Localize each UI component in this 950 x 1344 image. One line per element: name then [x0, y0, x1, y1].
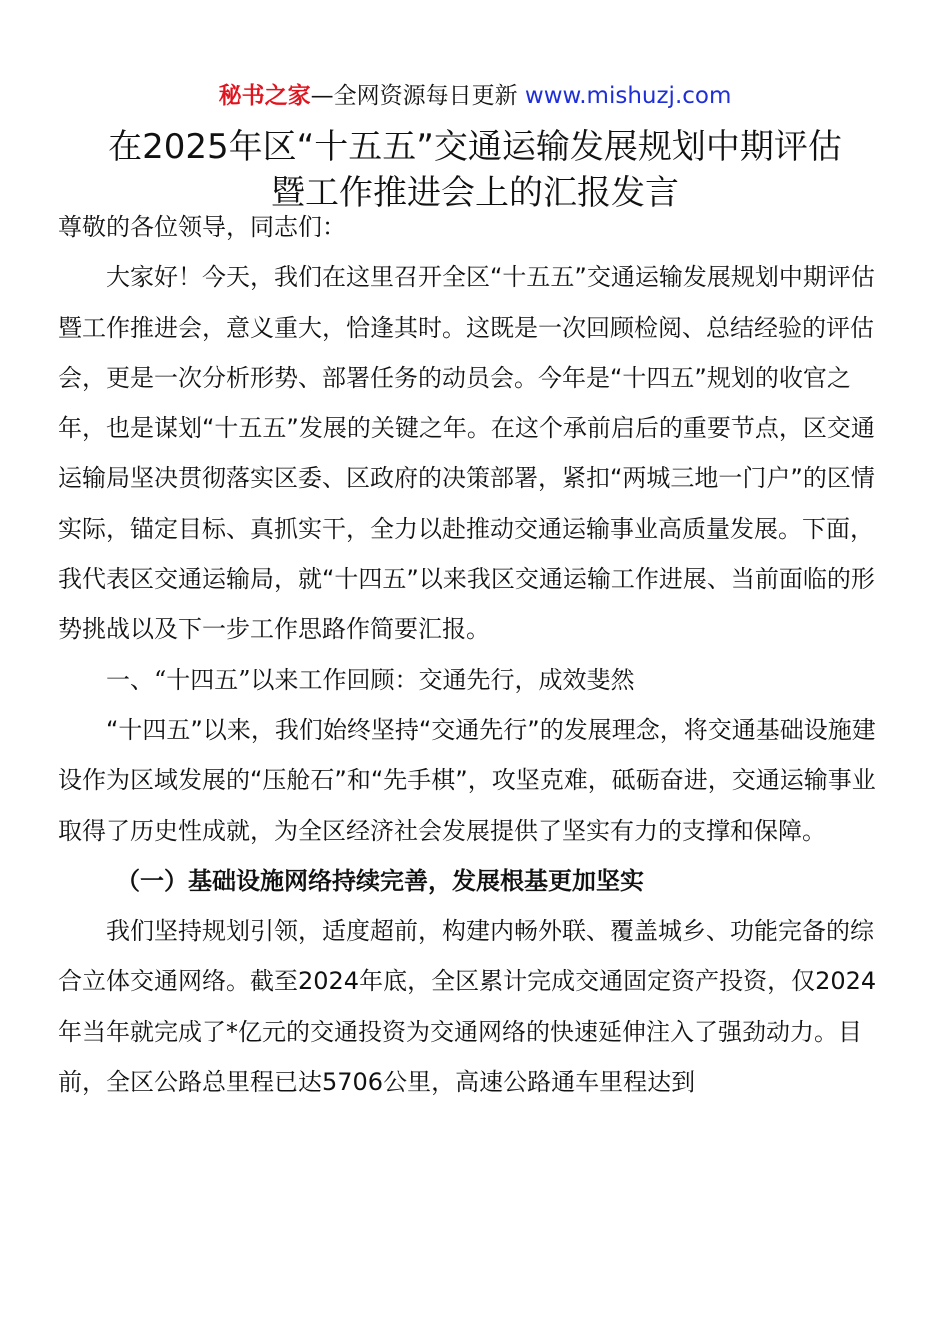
document-body: [58, 202, 894, 1107]
banner-slogan: —全网资源每日更新: [310, 83, 525, 109]
site-banner: [0, 80, 950, 112]
section-1-paragraph: “十四五”以来，我们始终坚持“交通先行”的发展理念，将交通基础设施建设作为区域发展的“压舱石”和“先手棋”，攻坚克难，砥砺奋进，交通运输事业取得了历史性成就，为全区经济社会发展提供了坚实有力的支撑和保障。: [58, 715, 876, 845]
section-heading-1: 一、“十四五”以来工作回顾：交通先行，成效斐然: [106, 665, 635, 694]
intro-paragraph: 大家好！今天，我们在这里召开全区“十五五”交通运输发展规划中期评估暨工作推进会，意义重大，恰逢其时。这既是一次回顾检阅、总结经验的评估会，更是一次分析形势、部署任务的动员会。今年是“十四五”规划的收官之年，也是谋划“十五五”发展的关键之年。在这个承前启后的重要节点，区交通运输局坚决贯彻落实区委、区政府的决策部署，紧扣“两城三地一门户”的区情实际，锚定目标、真抓实干，全力以赴推动交通运输事业高质量发展。下面，我代表区交通运输局，就“十四五”以来我区交通运输工作进展、当前面临的形势挑战以及下一步工作思路作简要汇报。: [58, 263, 875, 644]
subsection-1-paragraph: 我们坚持规划引领，适度超前，构建内畅外联、覆盖城乡、功能完备的综合立体交通网络。截至2024年底，全区累计完成交通固定资产投资，仅2024年当年就完成了*亿元的交通投资为交通网络的快速延伸注入了强劲动力。目前，全区公路总里程已达5706公里，高速公路通车里程达到: [58, 917, 877, 1097]
brand-name: 秘书之家: [218, 83, 311, 109]
site-url-link[interactable]: www.mishuzj.com: [524, 83, 732, 109]
title-line-1: 在2025年区“十五五”交通运输发展规划中期评估: [108, 127, 842, 167]
subsection-heading-1: （一）基础设施网络持续完善，发展根基更加坚实: [116, 866, 644, 895]
title-line-2: 暨工作推进会上的汇报发言: [271, 173, 679, 213]
salutation: 尊敬的各位领导，同志们：: [58, 213, 346, 241]
